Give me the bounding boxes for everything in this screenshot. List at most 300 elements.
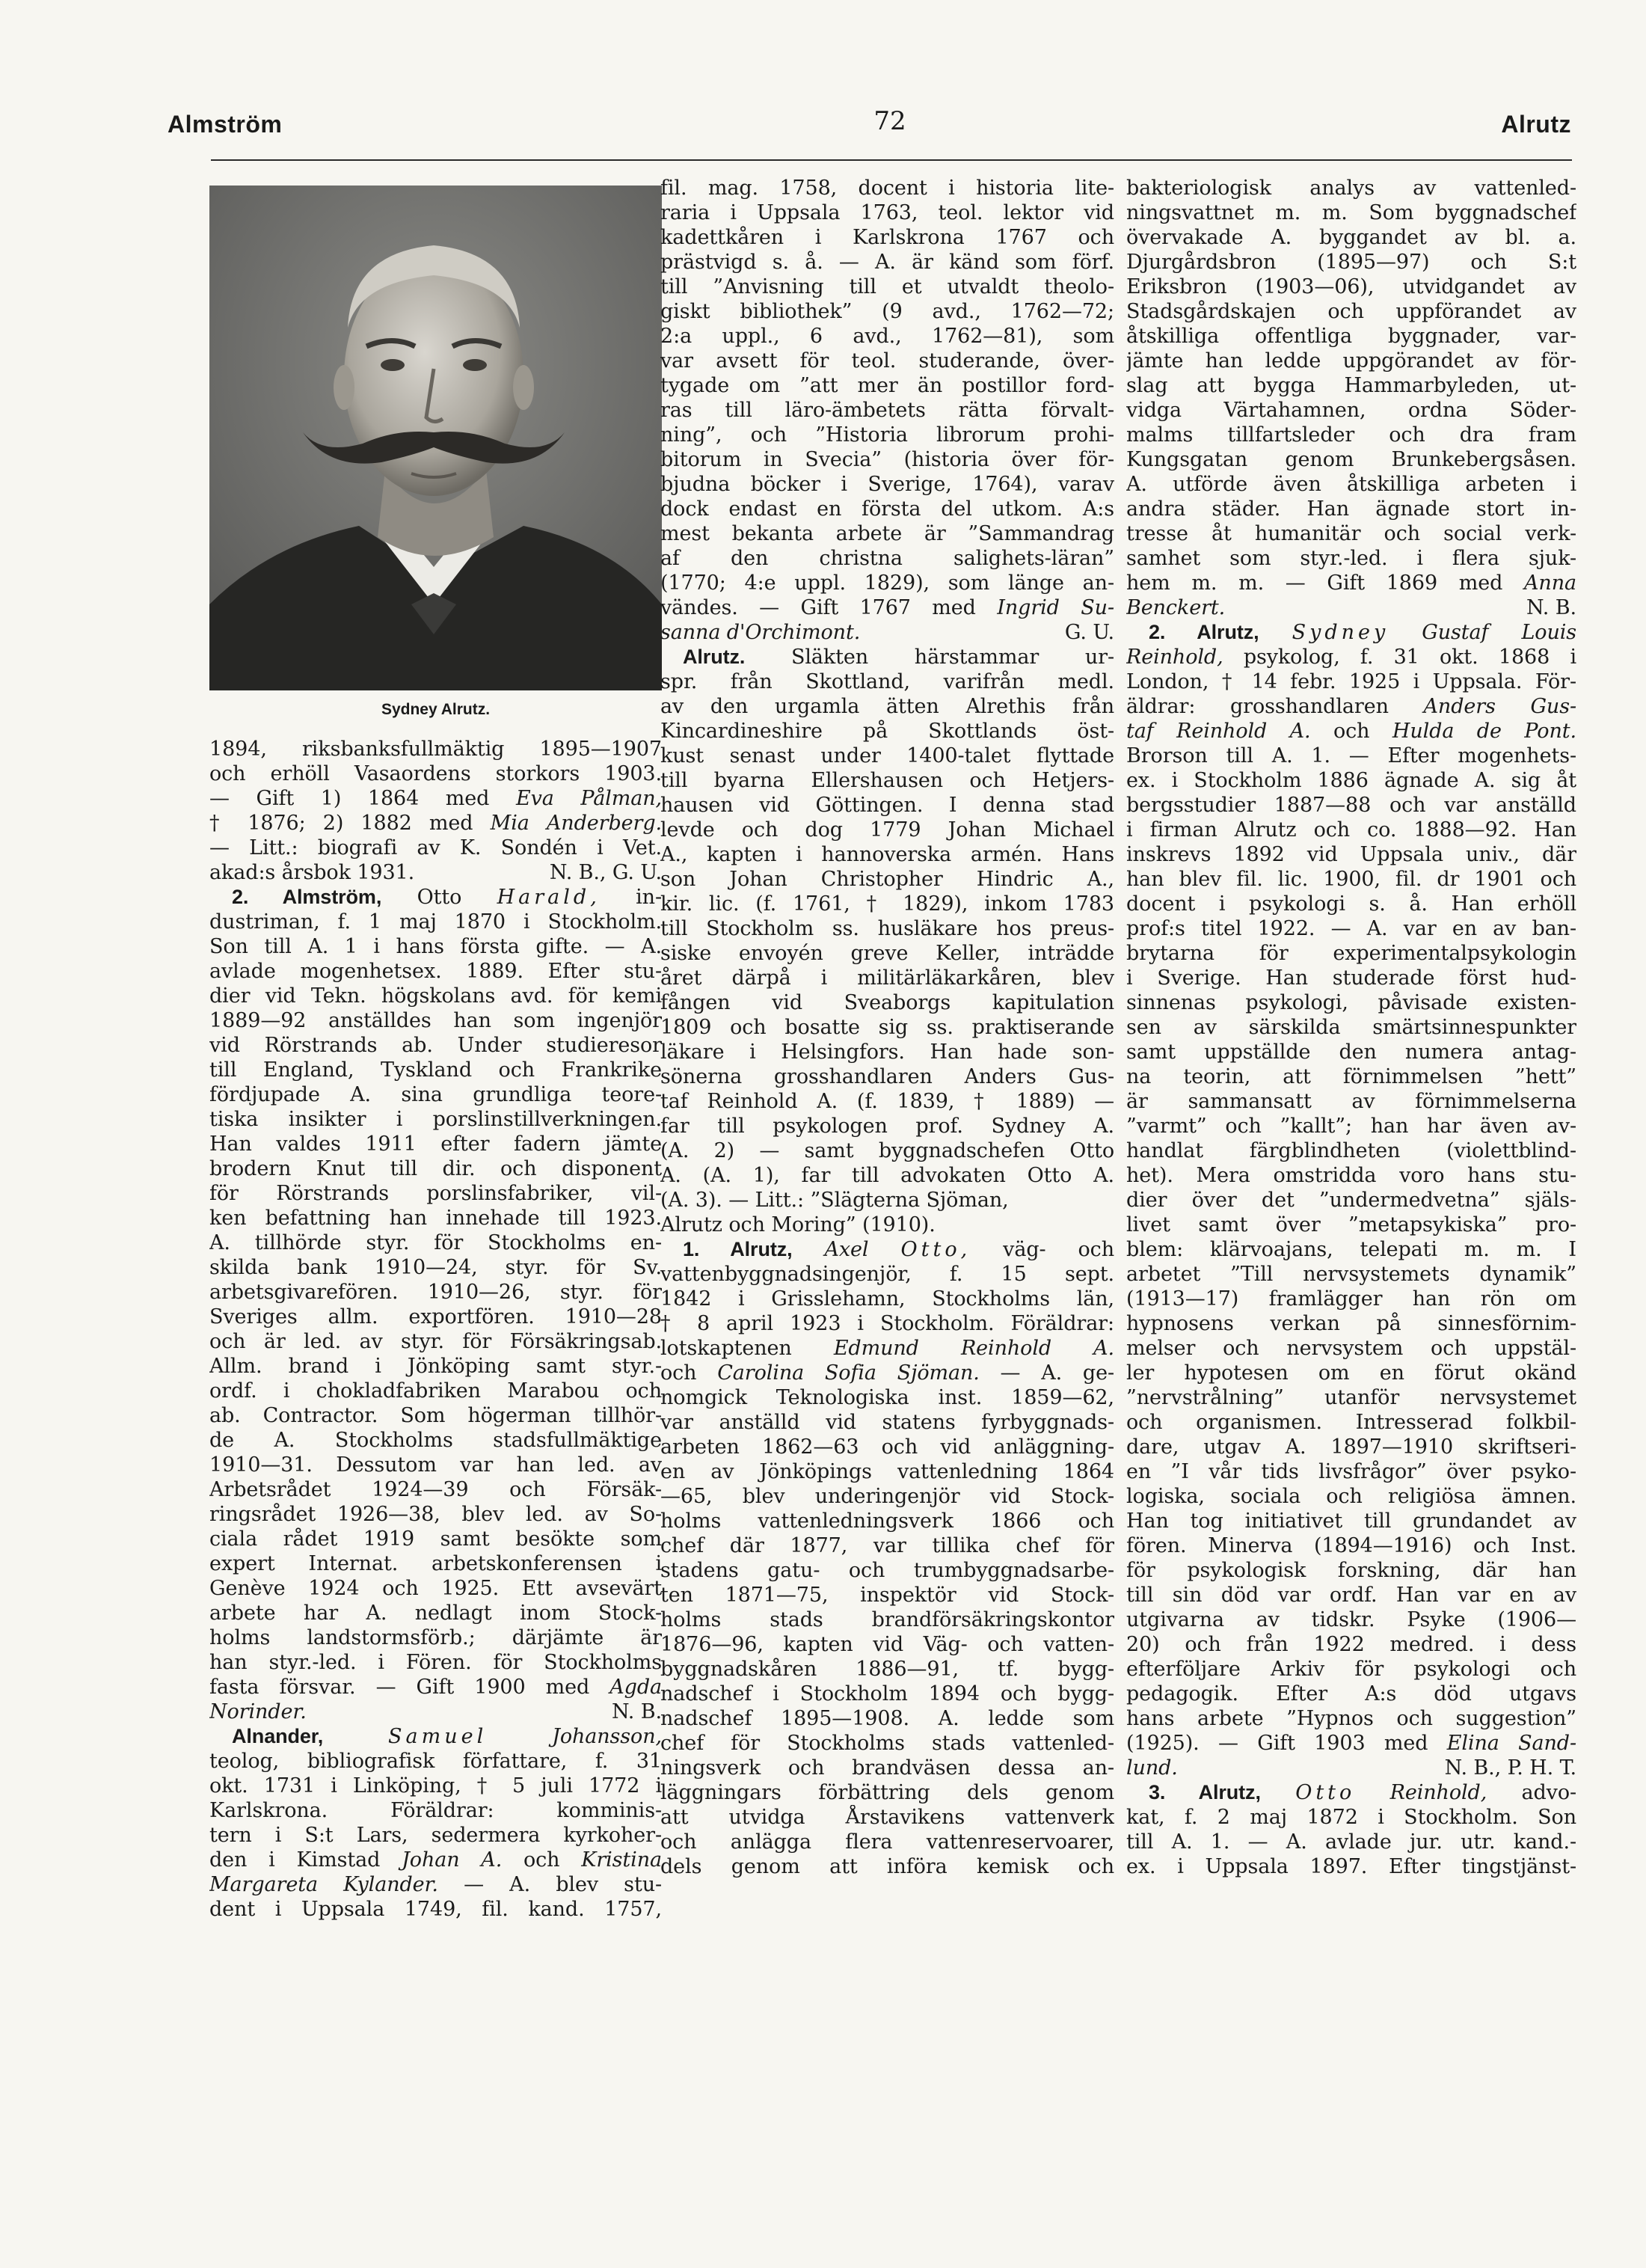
text-line — [1126, 1756, 1576, 1780]
text-line — [660, 1410, 1114, 1435]
text-line — [1126, 1607, 1576, 1632]
text-line — [209, 959, 662, 984]
text-run: och är led. av styr. för Försäkringsab. — [209, 1330, 662, 1353]
text-run: arbetet ”Till nervsystemets dynamik” — [1126, 1263, 1576, 1286]
entry-heading: Alnander, — [232, 1725, 324, 1747]
text-line — [660, 1780, 1114, 1805]
text-line — [660, 1213, 1114, 1237]
text-run: ten 1871—75, inspektör vid Stock- — [660, 1584, 1114, 1607]
text-line — [1126, 1632, 1576, 1657]
text-run: och organismen. Intresserad folkbil- — [1126, 1411, 1576, 1434]
text-line — [1126, 1780, 1576, 1805]
text-run: för psykologisk forskning, där han — [1126, 1559, 1576, 1582]
text-run: Carolina Sofia Sjöman. — [717, 1361, 980, 1385]
text-run: Eriksbron (1903—06), utvidgandet av — [1126, 275, 1576, 298]
text-run: bakteriologisk analys av vattenled- — [1126, 177, 1576, 200]
text-line — [660, 1632, 1114, 1657]
text-run: läggningars förbättring dels genom — [660, 1781, 1114, 1804]
text-run: att utvidga Årstavikens vattenverk — [660, 1806, 1114, 1829]
text-run: brytarna för experimentalpsykologin — [1126, 942, 1576, 965]
text-run: prof:s titel 1922. — A. var en av ban- — [1126, 917, 1576, 940]
text-run: Samuel — [388, 1725, 488, 1748]
text-run: Elina Sand- — [1446, 1732, 1576, 1755]
text-line — [660, 1435, 1114, 1459]
text-line — [1126, 1163, 1576, 1188]
text-line — [209, 1823, 662, 1848]
text-line — [1126, 892, 1576, 916]
text-run: far till psykologen prof. Sydney A. — [660, 1115, 1114, 1138]
text-run: Johan A. — [402, 1848, 503, 1872]
text-run: tresse åt humanitär och social verk- — [1126, 522, 1576, 545]
text-run — [868, 1238, 900, 1261]
text-line — [660, 373, 1114, 398]
text-run: läkare i Helsingfors. Han hade son- — [660, 1040, 1114, 1064]
text-run: bitorum in Svecia” (historia över för- — [660, 448, 1114, 471]
text-run: okt. 1731 i Linköping, † 5 juli 1772 i — [209, 1774, 662, 1797]
text-run: till A. 1. — A. avlade jur. utr. kand.- — [1126, 1830, 1576, 1854]
text-run: holms landstormsförb.; därjämte är — [209, 1626, 662, 1649]
text-line — [660, 595, 1114, 620]
text-run: ken befattning han innehade till 1923. — [209, 1207, 662, 1230]
text-run: vändes. — Gift 1767 med — [660, 596, 998, 619]
text-line — [660, 1163, 1114, 1188]
text-run: dock endast en första del utkom. A:s — [660, 497, 1114, 521]
text-run: (1770; 4:e uppl. 1829), som länge an- — [660, 571, 1114, 595]
text-run: mest bekanta arbete är ”Sammandrag — [660, 522, 1114, 545]
text-run: Reinhold, — [1126, 646, 1223, 669]
text-line — [660, 1064, 1114, 1089]
text-run — [1389, 621, 1422, 644]
text-run — [1259, 621, 1292, 644]
text-line — [660, 423, 1114, 447]
text-run: vid Rörstrands ab. Under studieresor — [209, 1034, 662, 1057]
text-line — [1126, 719, 1576, 744]
text-run: till sin död var ordf. Han var en av — [1126, 1584, 1576, 1607]
text-line — [1126, 842, 1576, 867]
text-line — [209, 1255, 662, 1280]
text-run: till ”Anvisning till et utvaldt theolo- — [660, 275, 1114, 298]
text-line — [209, 1305, 662, 1329]
text-line — [660, 867, 1114, 892]
text-run: till byarna Ellershausen och Hetjers- — [660, 769, 1114, 792]
text-run: ning”, och ”Historia librorum prohi- — [660, 423, 1114, 447]
text-line — [1126, 1040, 1576, 1064]
text-run: (A. 2) — samt byggnadschefen Otto — [660, 1139, 1114, 1162]
text-run: Han tog initiativet till grundandet av — [1126, 1510, 1576, 1533]
text-run: Han valdes 1911 efter fadern jämte — [209, 1133, 662, 1156]
text-line — [660, 1138, 1114, 1163]
text-run: fördjupade A. sina grundliga teore- — [209, 1083, 662, 1106]
text-run: arbetsgivarefören. 1910—26, styr. för — [209, 1281, 662, 1304]
text-line — [1126, 250, 1576, 275]
text-run: Hulda de Pont. — [1392, 720, 1576, 743]
text-line — [660, 1262, 1114, 1287]
text-run: de A. Stockholms stadsfullmäktige — [209, 1429, 662, 1452]
text-run: taf Reinhold A. (f. 1839, † 1889) — — [660, 1090, 1114, 1113]
text-run: och anlägga flera vattenreservoarer, — [660, 1830, 1114, 1854]
text-run: † 1876; 2) 1882 med — [209, 812, 491, 835]
text-line — [209, 885, 662, 910]
text-line — [209, 1107, 662, 1132]
text-line — [660, 349, 1114, 373]
text-run: Agda — [609, 1676, 662, 1699]
text-run: ler hypotesen om en förut okänd — [1126, 1361, 1576, 1385]
text-run: den i Kimstad — [209, 1848, 402, 1872]
text-line — [209, 1650, 662, 1675]
entry-heading: 2. Alrutz, — [1149, 621, 1259, 643]
text-run: hypnosens verkan på sinnesförnim- — [1126, 1312, 1576, 1335]
entry-heading: 2. Almström, — [232, 886, 382, 908]
entry-heading: Alrutz. — [683, 646, 746, 668]
text-line — [660, 768, 1114, 793]
text-run: bergsstudier 1887—88 och var anställd — [1126, 794, 1576, 817]
text-run: en av Jönköpings vattenledning 1864 — [660, 1460, 1114, 1483]
text-run: övervakade A. byggandet av bl. a. — [1126, 226, 1576, 249]
text-line — [660, 398, 1114, 423]
text-line — [209, 1798, 662, 1823]
text-run: Kungsgatan genom Brunkebergsåsen. — [1126, 448, 1576, 471]
text-run: tern i S:t Lars, sedermera kyrkoher- — [209, 1824, 662, 1847]
text-run: docent i psykologi s. å. Han erhöll — [1126, 892, 1576, 916]
text-line — [1126, 1509, 1576, 1533]
text-line — [660, 1558, 1114, 1583]
text-run: fången vid Sveaborgs kapitulation — [660, 991, 1114, 1014]
text-line — [660, 1040, 1114, 1064]
text-run: Benckert. — [1126, 596, 1226, 619]
text-run: melser och nervsystem och uppstäl- — [1126, 1337, 1576, 1360]
text-line — [660, 1706, 1114, 1731]
text-line — [209, 1403, 662, 1428]
text-line — [1126, 1682, 1576, 1706]
text-run: † 8 april 1923 i Stockholm. Föräldrar: — [660, 1312, 1114, 1335]
text-run: Johansson, — [552, 1725, 662, 1748]
text-run: Genève 1924 och 1925. Ett avsevärt — [209, 1577, 662, 1600]
text-line — [209, 1206, 662, 1230]
text-run: av den urgamla ätten Alrethis från — [660, 695, 1114, 718]
text-line — [660, 1607, 1114, 1632]
text-run: dent i Uppsala 1749, fil. kand. 1757, — [209, 1898, 662, 1921]
text-run: Son till A. 1 i hans första gifte. — A. — [209, 935, 662, 958]
text-line — [209, 1724, 662, 1749]
text-line — [209, 1132, 662, 1156]
text-line — [1126, 299, 1576, 324]
text-run: chef där 1877, var tillika chef för — [660, 1534, 1114, 1557]
text-line — [1126, 1361, 1576, 1385]
text-run: ordf. i chokladfabriken Marabou och — [209, 1379, 662, 1403]
text-line — [1126, 916, 1576, 941]
text-run: bjudna böcker i Sverige, 1764), varav — [660, 473, 1114, 496]
text-run: — Gift 1) 1864 med — [209, 787, 516, 810]
text-line — [1126, 1854, 1576, 1879]
text-line — [1126, 669, 1576, 694]
text-run: logiska, sociala och religiösa ämnen. — [1126, 1485, 1576, 1508]
entry-heading: 3. Alrutz, — [1149, 1781, 1261, 1803]
text-line — [660, 1237, 1114, 1262]
text-run: — Litt.: biografi av K. Sondén i Vet. — [209, 836, 662, 859]
text-line — [209, 1527, 662, 1551]
text-run: lund. — [1126, 1756, 1178, 1780]
text-run: 1889—92 anställdes han som ingenjör — [209, 1009, 662, 1032]
text-run: fören. Minerva (1894—1916) och Inst. — [1126, 1534, 1576, 1557]
text-run: ex. i Stockholm 1886 ägnade A. sig åt — [1126, 769, 1576, 792]
text-line — [660, 1459, 1114, 1484]
text-line — [1126, 595, 1576, 620]
text-run: kir. lic. (f. 1761, † 1829), inkom 1783 — [660, 892, 1114, 916]
text-line — [1126, 645, 1576, 669]
text-run: byggnadskåren 1886—91, tf. bygg- — [660, 1658, 1114, 1681]
text-run: sinnenas psykologi, påvisade existen- — [1126, 991, 1576, 1014]
text-line — [660, 200, 1114, 225]
text-line — [209, 1502, 662, 1527]
text-run: Ingrid Su- — [997, 596, 1114, 619]
author-signature: N. B. — [1526, 596, 1576, 619]
text-column-left — [209, 737, 662, 1922]
text-line — [1126, 1311, 1576, 1336]
text-line — [209, 1156, 662, 1181]
text-line — [1126, 694, 1576, 719]
text-line — [209, 1675, 662, 1700]
text-run: fasta försvar. — Gift 1900 med — [209, 1676, 610, 1699]
text-run: A. tillhörde styr. för Stockholms en- — [209, 1231, 662, 1254]
text-run: Sydney — [1292, 621, 1389, 644]
text-run: Gustaf Louis — [1422, 621, 1576, 644]
text-line — [660, 1336, 1114, 1361]
text-line — [660, 842, 1114, 867]
text-run: Otto, — [900, 1238, 971, 1261]
text-line — [1126, 324, 1576, 349]
text-line — [660, 1854, 1114, 1879]
text-line — [1126, 447, 1576, 472]
text-run: nadschef 1895—1908. A. ledde som — [660, 1707, 1114, 1730]
text-line — [660, 447, 1114, 472]
text-run: och — [502, 1848, 582, 1872]
text-line — [209, 737, 662, 761]
text-run: Margareta Kylander. — [209, 1873, 438, 1896]
text-line — [1126, 768, 1576, 793]
text-run: hem m. m. — Gift 1869 med — [1126, 571, 1525, 595]
text-run: inskrevs 1892 vid Uppsala univ., där — [1126, 843, 1576, 866]
text-line — [1126, 1287, 1576, 1311]
text-run — [323, 1725, 388, 1748]
text-run: Harald, — [497, 886, 601, 909]
text-run: lotskaptenen — [660, 1337, 834, 1360]
text-run: dier över det ”undermedvetna” själs- — [1126, 1189, 1576, 1212]
text-line — [660, 497, 1114, 521]
text-run: för Rörstrands porslinsfabriker, vil- — [209, 1182, 662, 1205]
portrait-photo — [209, 186, 662, 690]
text-run: sen av särskilda smärtsinnespunkter — [1126, 1016, 1576, 1039]
text-run: tiska insikter i porslinstillverkningen. — [209, 1108, 662, 1131]
photo-caption: Sydney Alrutz. — [381, 701, 491, 718]
text-run: en ”I vår tids livsfrågor” över psyko- — [1126, 1460, 1576, 1483]
text-run: ringsrådet 1926—38, blev led. av So- — [209, 1503, 662, 1526]
text-run: dustriman, f. 1 maj 1870 i Stockholm. — [209, 910, 662, 934]
text-run: utgivarna av tidskr. Psyke (1906— — [1126, 1608, 1576, 1631]
text-run: Släkten härstammar ur- — [745, 646, 1114, 669]
text-run: andra städer. Han ägnade stort in- — [1126, 497, 1576, 521]
text-run: dier vid Tekn. högskolans avd. för kemi — [209, 984, 662, 1008]
text-column-middle — [660, 176, 1114, 1879]
text-run: var avsett för teol. studerande, över- — [660, 349, 1114, 373]
text-line — [209, 786, 662, 811]
text-line — [660, 1361, 1114, 1385]
text-run: sönerna grosshandlaren Anders Gus- — [660, 1065, 1114, 1088]
text-line — [209, 860, 662, 885]
text-run: holms stads brandförsäkringskontor — [660, 1608, 1114, 1631]
text-line — [660, 719, 1114, 744]
author-signature: N. B., P. H. T. — [1444, 1756, 1576, 1780]
text-run: kust senast under 1400-talet flyttade — [660, 744, 1114, 767]
text-run: i firman Alrutz och co. 1888—92. Han — [1126, 818, 1576, 842]
text-line — [660, 1484, 1114, 1509]
text-run: samt uppställde den numera antag- — [1126, 1040, 1576, 1064]
text-run: in- — [600, 886, 662, 909]
text-run: arbete har A. nedlagt inom Stock- — [209, 1602, 662, 1625]
text-line — [209, 934, 662, 959]
text-run: 1876—96, kapten vid Väg- och vatten- — [660, 1633, 1114, 1656]
text-line — [1126, 472, 1576, 497]
text-line — [209, 1082, 662, 1107]
text-line — [209, 811, 662, 836]
text-line — [660, 225, 1114, 250]
text-line — [209, 1033, 662, 1058]
text-line — [660, 694, 1114, 719]
text-run: handlat färgblindheten (violettblind- — [1126, 1139, 1576, 1162]
text-line — [660, 1311, 1114, 1336]
text-run — [487, 1725, 552, 1748]
text-run: Brorson till A. 1. — Efter mogenhets- — [1126, 744, 1576, 767]
text-run: ciala rådet 1919 samt besökte som — [209, 1527, 662, 1551]
text-run: året därpå i militärläkarkåren, blev — [660, 966, 1114, 990]
text-run — [793, 1238, 825, 1261]
text-run: och erhöll Vasaordens storkors 1903. — [209, 762, 662, 785]
text-run: till Stockholm ss. husläkare hos preus- — [660, 917, 1114, 940]
text-line — [660, 1089, 1114, 1114]
text-line — [1126, 398, 1576, 423]
text-run: Allm. brand i Jönköping samt styr.- — [209, 1355, 662, 1378]
text-line — [660, 250, 1114, 275]
text-run: brodern Knut till dir. och disponent — [209, 1157, 662, 1180]
text-line — [1126, 867, 1576, 892]
text-run: Djurgårdsbron (1895—97) och S:t — [1126, 251, 1576, 274]
text-run: slag att bygga Hammarbyleden, ut- — [1126, 374, 1576, 397]
text-line — [1126, 1188, 1576, 1213]
page-header-right: Alrutz — [1501, 111, 1571, 138]
text-run: ”nervstrålning” utanför nervsystemet — [1126, 1386, 1576, 1409]
text-run: han styr.-led. i Fören. för Stockholms — [209, 1651, 662, 1674]
text-run: vattenbyggnadsingenjör, f. 15 sept. — [660, 1263, 1114, 1286]
text-line — [660, 1188, 1114, 1213]
text-line — [1126, 1830, 1576, 1854]
text-line — [1126, 423, 1576, 447]
text-run: ningsverk och brandväsen dessa an- — [660, 1756, 1114, 1780]
text-line — [660, 546, 1114, 571]
text-run: i Sverige. Han studerade först hud- — [1126, 966, 1576, 990]
text-run: het). Mera omstridda voro hans stu- — [1126, 1164, 1576, 1187]
text-line — [209, 1181, 662, 1206]
text-line — [1126, 1435, 1576, 1459]
text-line — [660, 1015, 1114, 1040]
text-run: akad:s årsbok 1931. — [209, 861, 415, 884]
text-run: och — [660, 1361, 718, 1385]
text-line — [660, 299, 1114, 324]
text-line — [660, 990, 1114, 1015]
text-run: ras till läro-ämbetets rätta förvalt- — [660, 399, 1114, 422]
text-line — [1126, 1262, 1576, 1287]
text-line — [1126, 793, 1576, 818]
text-run: blem: klärvoajans, telepati m. m. I — [1126, 1238, 1576, 1261]
text-line — [660, 571, 1114, 595]
text-line — [1126, 1657, 1576, 1682]
text-run: sanna d'Orchimont. — [660, 621, 861, 644]
text-run — [1355, 1781, 1389, 1804]
text-run: chef för Stockholms stads vattenled- — [660, 1732, 1114, 1755]
text-line — [1126, 966, 1576, 990]
text-run: till England, Tyskland och Frankrike — [209, 1058, 662, 1082]
text-run: (1913—17) framlägger han rön om — [1126, 1287, 1576, 1311]
header-rule — [211, 159, 1572, 161]
text-run: af den christna salighets-läran” — [660, 547, 1114, 570]
text-line — [660, 521, 1114, 546]
text-line — [1126, 571, 1576, 595]
text-run: kat, f. 2 maj 1872 i Stockholm. Son — [1126, 1806, 1576, 1829]
text-line — [209, 1848, 662, 1872]
text-line — [209, 1058, 662, 1082]
text-line — [209, 1601, 662, 1625]
page-number: 72 — [873, 106, 906, 136]
text-run: Reinhold, — [1389, 1781, 1487, 1804]
text-line — [660, 1682, 1114, 1706]
text-line — [1126, 225, 1576, 250]
text-run: levde och dog 1779 Johan Michael — [660, 818, 1114, 842]
text-column-right — [1126, 176, 1576, 1879]
text-run: fil. mag. 1758, docent i historia lite- — [660, 177, 1114, 200]
text-line — [660, 620, 1114, 645]
text-line — [1126, 941, 1576, 966]
text-run: (A. 3). — Litt.: ”Slägterna Sjöman, — [660, 1189, 1009, 1212]
text-line — [1126, 546, 1576, 571]
text-run: giskt bibliothek” (9 avd., 1762—72; — [660, 300, 1114, 323]
text-run: A. utförde även åtskilliga arbeten i — [1126, 473, 1576, 496]
text-line — [1126, 744, 1576, 768]
text-line — [209, 1774, 662, 1798]
text-run: psykolog, f. 31 okt. 1868 i — [1223, 646, 1576, 669]
text-run: Otto — [1295, 1781, 1356, 1804]
text-run: expert Internat. arbetskonferensen i — [209, 1552, 662, 1575]
text-line — [209, 1625, 662, 1650]
text-run: Sveriges allm. exportfören. 1910—28 — [209, 1305, 662, 1328]
text-line — [209, 836, 662, 860]
text-line — [1126, 176, 1576, 200]
text-line — [660, 793, 1114, 818]
text-line — [1126, 1089, 1576, 1114]
text-run: 1910—31. Dessutom var han led. av — [209, 1453, 662, 1477]
text-run: Arbetsrådet 1924—39 och Försäk- — [209, 1478, 662, 1501]
text-run: 1894, riksbanksfullmäktig 1895—1907 — [209, 738, 662, 761]
text-line — [1126, 1064, 1576, 1089]
text-line — [209, 1354, 662, 1379]
text-line — [660, 472, 1114, 497]
text-run: 1842 i Grisslehamn, Stockholms län, — [660, 1287, 1114, 1311]
text-run: A. (A. 1), far till advokaten Otto A. — [660, 1164, 1114, 1187]
text-run: prästvigd s. å. — A. är känd som förf. — [660, 251, 1114, 274]
text-run: spr. från Skottland, varifrån medl. — [660, 670, 1114, 693]
text-line — [1126, 1138, 1576, 1163]
text-run: Anna — [1524, 571, 1576, 595]
text-line — [209, 1008, 662, 1033]
text-line — [1126, 1805, 1576, 1830]
text-run: — A. ge- — [979, 1361, 1114, 1385]
